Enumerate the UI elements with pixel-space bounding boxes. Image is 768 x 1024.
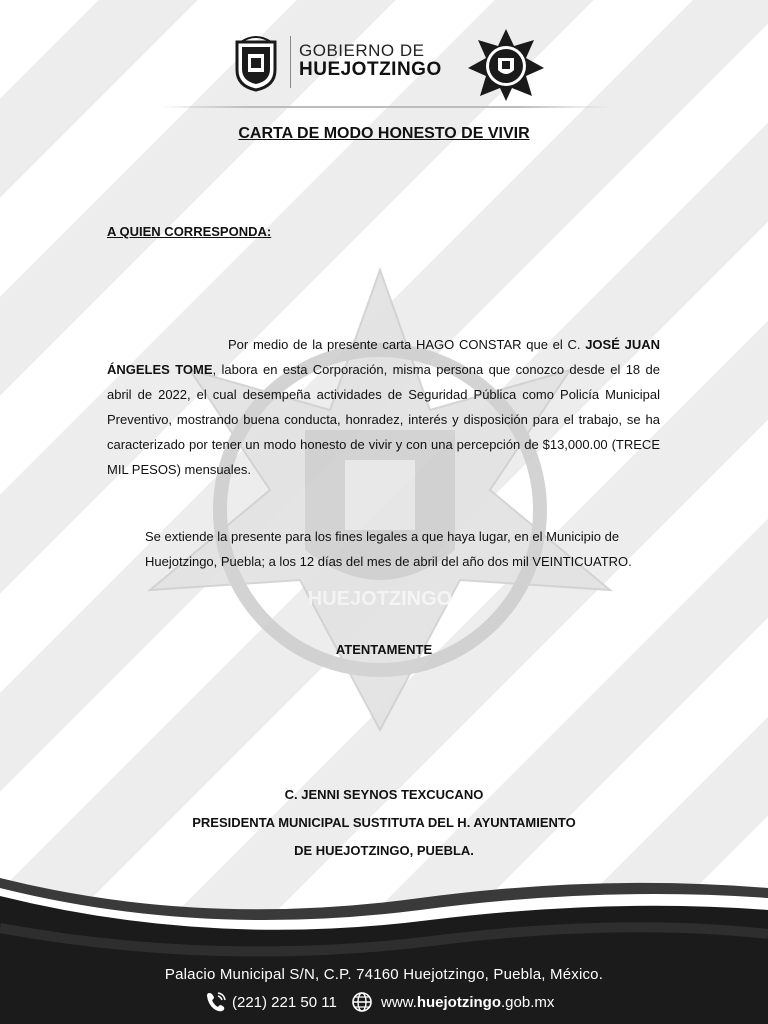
footer-website[interactable] — [381, 994, 554, 1011]
footer-address: Palacio Municipal S/N, C.P. 74160 Huejotzingo, Puebla, México. — [164, 966, 604, 983]
footer-phone: (221) 221 50 11 — [232, 994, 337, 1011]
signer-name: C. JENNI SEYNOS TEXCUCANO — [284, 787, 484, 802]
letter-title: CARTA DE MODO HONESTO DE VIVIR — [238, 125, 530, 142]
signer-title-line-1: PRESIDENTA MUNICIPAL SUSTITUTA DEL H. AYUNTAMIENTO — [192, 815, 576, 830]
closing: ATENTAMENTE — [335, 642, 433, 657]
globe-icon — [351, 991, 373, 1013]
salutation: A QUIEN CORRESPONDA: — [107, 224, 272, 239]
header-divider — [290, 36, 291, 88]
website-prefix: www. — [381, 994, 417, 1011]
police-badge-icon — [466, 28, 546, 102]
signer-title-line-2: DE HUEJOTZINGO, PUEBLA. — [294, 843, 474, 858]
paragraph-1-intro: Por medio de la presente carta HAGO CONSTAR que el C. — [228, 337, 586, 352]
municipal-shield-icon — [233, 34, 279, 92]
signature-block — [0, 781, 768, 865]
government-name — [299, 42, 442, 80]
employee-name: JOSÉ JUAN ÁNGELES TOME — [107, 337, 660, 377]
website-suffix: .gob.mx — [501, 994, 555, 1011]
phone-icon — [204, 990, 228, 1014]
gov-line1: GOBIERNO DE — [299, 41, 425, 60]
header-rule — [160, 106, 610, 108]
paragraph-2-line-1: Se extiende la presente para los fines legales a que haya lugar, en el Municipio de — [145, 529, 620, 544]
paragraph-1-rest: , labora en esta Corporación, misma persona que conozco desde el 18 de abril de 2022, el cual desempeña actividades de Seguridad Pública como Policía Municipal Preventivo, mostrando buena conducta, honradez, interés y disposición para el trabajo, se ha caracterizado por tener un modo honesto de vivir y con una percepción de $13,000.00 (TRECE MIL PESOS) mensuales. — [107, 362, 660, 477]
body-paragraph-1 — [107, 332, 660, 482]
body-paragraph-2 — [107, 524, 660, 574]
footer-contact — [0, 990, 768, 1016]
website-domain: huejotzingo — [416, 994, 501, 1011]
gov-line2: HUEJOTZINGO — [299, 59, 442, 80]
paragraph-2-line-2: Huejotzingo, Puebla; a los 12 días del mes de abril del año dos mil VEINTICUATRO. — [145, 554, 632, 569]
watermark-label: HUEJOTZINGO — [307, 588, 453, 610]
letterhead — [0, 28, 768, 108]
